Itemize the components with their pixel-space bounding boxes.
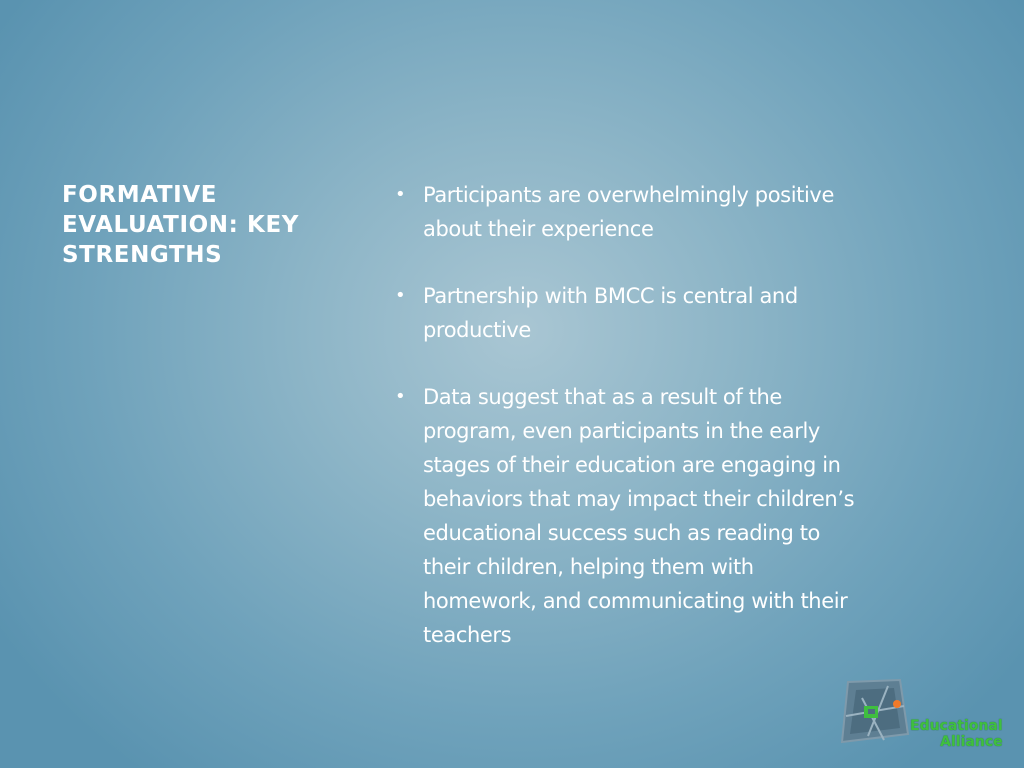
logo-text [910, 718, 1003, 750]
bullet-text: Data suggest that as a result of the program, even participants in the early stages of their education are engaging in behaviors that may impact their children’s educational success such as reading to their children, helping them with homework, and communicating with their teachers [423, 385, 855, 647]
bullet-item [395, 178, 865, 246]
bullet-dot-icon: • [395, 184, 406, 205]
logo-mark-icon [838, 676, 914, 752]
bullet-text: Partnership with BMCC is central and productive [423, 284, 798, 342]
bullet-item [395, 380, 865, 652]
logo-line-1: Educational [910, 718, 1003, 734]
bullet-item [395, 279, 865, 347]
logo-line-2: Alliance [940, 734, 1003, 750]
bullet-dot-icon: • [395, 386, 406, 407]
educational-alliance-logo [838, 676, 1008, 752]
slide-title: FORMATIVE EVALUATION: KEY STRENGTHS [62, 182, 300, 268]
bullet-text: Participants are overwhelmingly positive about their experience [423, 183, 834, 241]
bullet-list [395, 178, 865, 685]
bullet-dot-icon: • [395, 285, 406, 306]
